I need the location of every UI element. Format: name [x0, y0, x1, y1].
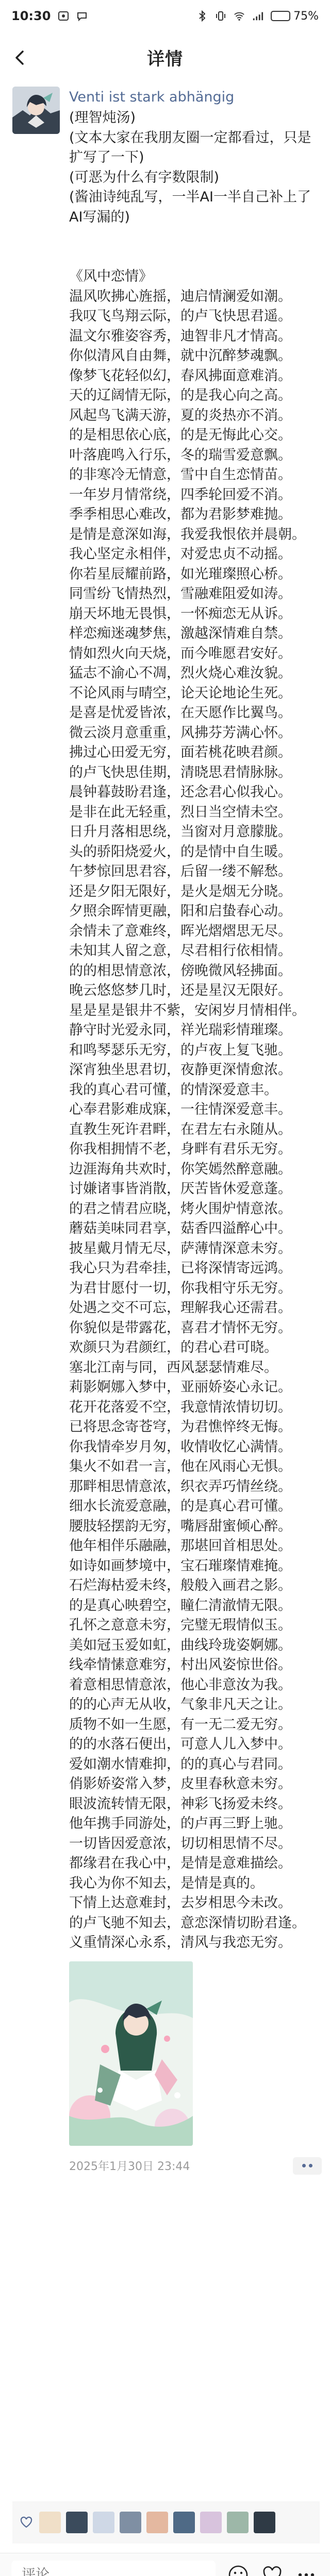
app-notification-icon [58, 10, 69, 22]
post-line: 边涯海角共欢时，你笑嫣然醉意融。 [69, 1161, 292, 1177]
post-line: 季季相思心难改，都为君影梦难抛。 [69, 506, 292, 522]
post-line: 我心只为君牵挂，已将深情寄远鸿。 [69, 1260, 292, 1276]
post-line: 天的辽阔情无际，的是我心向之高。 [69, 387, 292, 403]
post-line: 余情未了意难终，晖光熠熠思无尽。 [69, 923, 292, 939]
status-bar [0, 0, 330, 32]
post-line: 未知其人留之意，尽君相行依相情。 [69, 943, 292, 959]
post-line: 头的骄阳烧爱火，的是情中自生暖。 [69, 843, 292, 860]
post-image-artwork [69, 1961, 193, 2146]
post-line: 静守时光爱永同，祥光瑞彩情璀璨。 [69, 1022, 292, 1038]
post-line: 拂过心田爱无穷，面若桃花映君颜。 [69, 744, 292, 760]
like-avatar[interactable] [39, 2512, 61, 2533]
post-line: 样恋痴迷魂梦焦，激越深情难自禁。 [69, 625, 292, 641]
author-name[interactable]: Venti ist stark abhängig [69, 89, 235, 105]
post-line: 晚云悠悠梦几时，还是星汉无限好。 [69, 982, 292, 998]
favorite-button[interactable] [261, 2564, 284, 2576]
post-line: 同雪纷飞情热烈，雪融难阻爱如涛。 [69, 586, 292, 602]
battery-percent: 75% [293, 9, 319, 23]
back-icon [11, 48, 30, 67]
post-line: 我心为你不知去，是情是真的。 [69, 1875, 264, 1891]
post-line: 爱如潮水情难抑，的的真心与君同。 [69, 1756, 292, 1772]
post-line: 猛志不渝心不凋，烈火烧心难汝貌。 [69, 665, 292, 681]
post-line: 孔怀之意意未穷，完璧无瑕情似玉。 [69, 1617, 292, 1633]
post-line: 情如烈火向天烧，而今唯愿君安好。 [69, 645, 292, 662]
post-line: 是情是意深如海，我爱我恨依并晨朝。 [69, 526, 306, 543]
post-line: 的卢飞驰不知去，意恋深情切盼君逢。 [69, 1914, 306, 1931]
post-image[interactable] [69, 1961, 193, 2146]
post-line: 不论风雨与晴空，论天论地论生死。 [69, 685, 292, 701]
post-line: 的是相思依心底，的是无悔此心交。 [69, 427, 292, 443]
post-line: 讨嫌诸事皆消散，厌苦皆休爱意蓬。 [69, 1181, 292, 1197]
emoji-icon [227, 2564, 250, 2576]
post-line: 你我相拥情不老，身畔有君乐无穷。 [69, 1141, 292, 1157]
more-button[interactable] [293, 2157, 322, 2175]
post-line: 一切皆因爱意浓，切切相思情不尽。 [69, 1835, 292, 1852]
post-line: 的卢飞快思佳期，清晓思君情脉脉。 [69, 764, 292, 781]
post-line: 都缘君在我心中，是情是意难描绘。 [69, 1855, 292, 1871]
post-line: 崩天坏地无畏惧，一怀痴恋无从诉。 [69, 605, 292, 622]
post-line: 的的水落石便出，可意人儿入梦中。 [69, 1736, 292, 1752]
post-line: 着意相思情意浓，他心非意汝为我。 [69, 1676, 292, 1693]
author-row [12, 87, 322, 2175]
page-title: 详情 [147, 48, 183, 70]
post-line: 是非在此无轻重，烈日当空情未空。 [69, 804, 292, 820]
post-line: 一年岁月情常绕，四季轮回爱不消。 [69, 486, 292, 503]
post-line: 像梦飞花轻似幻，春风拂面意难消。 [69, 367, 292, 384]
post-line: 我叹飞鸟翔云际，的卢飞快思君遥。 [69, 308, 292, 324]
like-avatar[interactable] [66, 2512, 88, 2533]
post-line: (文本大家在我朋友圈一定都看过，只是扩写了一下) [69, 129, 311, 165]
post-line: 的的心声无从收，气象非凡天之让。 [69, 1697, 292, 1713]
post-line: (可恶为什么有字数限制) [69, 169, 220, 185]
like-avatar[interactable] [173, 2512, 195, 2533]
battery-icon [271, 11, 290, 21]
post-line: 你若星辰耀前路，如光璀璨照心桥。 [69, 566, 292, 582]
post-line: 微云淡月意重重，风拂芬芳满心怀。 [69, 724, 292, 741]
moment-post [12, 87, 322, 2175]
like-avatar[interactable] [200, 2512, 222, 2533]
like-avatar[interactable] [227, 2512, 249, 2533]
post-line: 的是真心映碧空，瞳仁清澈情无限。 [69, 1597, 292, 1614]
post-line: 质物不如一生愿，有一无二爱无穷。 [69, 1716, 292, 1733]
post-line: 如诗如画梦境中，宝石璀璨情难掩。 [69, 1557, 292, 1574]
wifi-icon [234, 10, 245, 22]
favorite-icon [261, 2564, 284, 2576]
post-line: 那畔相思情意浓，织衣弄巧情丝绕。 [69, 1478, 292, 1495]
post-line: 塞北江南与同，西风瑟瑟情难尽。 [69, 1359, 278, 1376]
post-line: 细水长流爱意融，的是真心君可懂。 [69, 1498, 292, 1514]
like-heart-icon [20, 2516, 33, 2529]
post-line: 我的真心君可懂，的情深爱意丰。 [69, 1081, 278, 1098]
more-icon-dot [302, 2164, 306, 2167]
more-icon-dot [309, 2164, 312, 2167]
like-avatar[interactable] [254, 2512, 275, 2533]
post-line: 日升月落相思绕，当窗对月意朦胧。 [69, 824, 292, 840]
post-line: 处遇之交不可忘，理解我心还需君。 [69, 1300, 292, 1316]
post-line: 眼波流转情无限，神彩飞扬爱未终。 [69, 1795, 292, 1812]
post-content [69, 108, 322, 1953]
post-line: 的君之情君应晓，烤火围炉情意浓。 [69, 1200, 292, 1217]
post-line: 他年携手同游处，的卢再三野上驰。 [69, 1816, 292, 1832]
post-line: 夕照余晖情更融，阳和启蛰春心动。 [69, 903, 292, 919]
post-line: 为君甘愿付一切，你我相守乐无穷。 [69, 1280, 292, 1296]
post-line: (酱油诗纯乱写，一半AI一半自己补上了AI写漏的) [69, 189, 311, 225]
post-line: 温文尔雅姿容秀，迪智非凡才情高。 [69, 328, 292, 344]
post-line: 的非寒冷无情意，雪中自生恋情苗。 [69, 467, 292, 483]
post-line: 线牵情愫意难穷，村出风姿惊世俗。 [69, 1657, 292, 1673]
post-line: 温风吹拂心旌摇，迪启情澜爱如潮。 [69, 288, 292, 304]
post-line: 欢颜只为君颜红，的君心君可晓。 [69, 1340, 278, 1355]
post-line: 他年相伴乐融融，那堪回首相思处。 [69, 1538, 292, 1554]
vibrate-icon [215, 10, 226, 22]
post-line: 你貌似是带露花，喜君才情怀无穷。 [69, 1319, 292, 1336]
post-line: 和鸣琴瑟乐无穷，的卢夜上复飞驰。 [69, 1042, 292, 1058]
message-notification-icon [76, 10, 88, 22]
post-line: 你似清风自由舞，就中沉醉梦魂飘。 [69, 348, 292, 364]
post-line: 叶落鹿鸣入行乐，冬的瑞雪爱意飘。 [69, 447, 292, 463]
status-time: 10:30 [11, 9, 51, 23]
post-line: 还是夕阳无限好，是火是烟无分晓。 [69, 883, 292, 900]
post-meta [69, 2157, 322, 2175]
post-line: 风起鸟飞满天游，夏的炎热亦不消。 [69, 407, 292, 423]
back-button[interactable] [11, 48, 30, 67]
post-line: 晨钟暮鼓盼君逢，还念君心似我心。 [69, 784, 292, 800]
post-line: 花开花落爱不空，我意情浓情切切。 [69, 1399, 292, 1415]
post-line: 义重情深心永系，清风与我恋无穷。 [69, 1935, 292, 1951]
post-body [69, 87, 322, 2175]
likes-section [12, 2501, 320, 2544]
post-timestamp: 2025年1月30日 23:44 [69, 2160, 190, 2173]
more-options-button[interactable] [295, 2564, 318, 2576]
post-line: 莉影婀娜入梦中，亚丽娇姿心永记。 [69, 1379, 292, 1395]
like-avatar[interactable] [146, 2512, 168, 2533]
post-line: 午梦惊回思君容，后留一缕不解愁。 [69, 863, 292, 879]
signal-icon [252, 10, 263, 22]
post-line: 你我情牵岁月匆，收情收忆心满情。 [69, 1438, 292, 1455]
avatar[interactable] [12, 87, 60, 134]
post-line: 是喜是忧爱皆浓，在天愿作比翼鸟。 [69, 705, 292, 721]
more-icon [295, 2564, 318, 2576]
post-line: 集火不如君一言，他在风雨心无惧。 [69, 1459, 292, 1475]
post-line: 蘑菇美味同君享，菇香四溢醉心中。 [69, 1221, 292, 1236]
post-line [69, 247, 322, 267]
bluetooth-icon [196, 10, 208, 22]
post-line: 披星戴月情无尽，萨薄情深意未穷。 [69, 1240, 292, 1257]
post-line: 我心坚定永相伴，对爱忠贞不动摇。 [69, 546, 292, 562]
post-line: 俏影娇姿常入梦，皮里春秋意未穷。 [69, 1776, 292, 1792]
post-line: 美如冠玉爱如虹，曲线玲珑姿婀娜。 [69, 1637, 292, 1653]
emoji-button[interactable] [227, 2564, 250, 2576]
post-line: 的的相思情意浓，傍晚微风轻拂面。 [69, 962, 292, 979]
post-line: 心奉君影难成寐，一往情深爱意丰。 [69, 1101, 292, 1117]
post-line: 直教生死许君畔，在君左右永随从。 [69, 1121, 292, 1138]
nav-bar [0, 34, 330, 80]
post-line [69, 227, 322, 247]
post-line: 腰肢轻摆韵无穷，嘴唇甜蜜倾心醉。 [69, 1518, 292, 1534]
post-line: 下情上达意难封，去岁相思今未改。 [69, 1895, 292, 1911]
post-line: 《风中恋情》 [69, 268, 153, 284]
status-right [196, 10, 319, 23]
avatar-image [12, 87, 60, 134]
post-line: 星是星是银井不紫，安闲岁月情相伴。 [69, 1002, 306, 1019]
post-line: 深宵独坐思君切，夜静更深情愈浓。 [69, 1062, 292, 1078]
post-line: 已将思念寄苍穹，为君憔悴终无悔。 [69, 1419, 292, 1435]
status-left [11, 9, 88, 23]
like-avatar[interactable] [120, 2512, 141, 2533]
comment-input[interactable] [11, 2561, 216, 2576]
battery-indicator [271, 10, 319, 23]
post-line: 石烂海枯爱未终，般般入画君之影。 [69, 1578, 292, 1594]
bottom-bar [0, 2553, 330, 2576]
like-avatar[interactable] [93, 2512, 114, 2533]
post-line: (理智炖汤) [69, 110, 136, 126]
